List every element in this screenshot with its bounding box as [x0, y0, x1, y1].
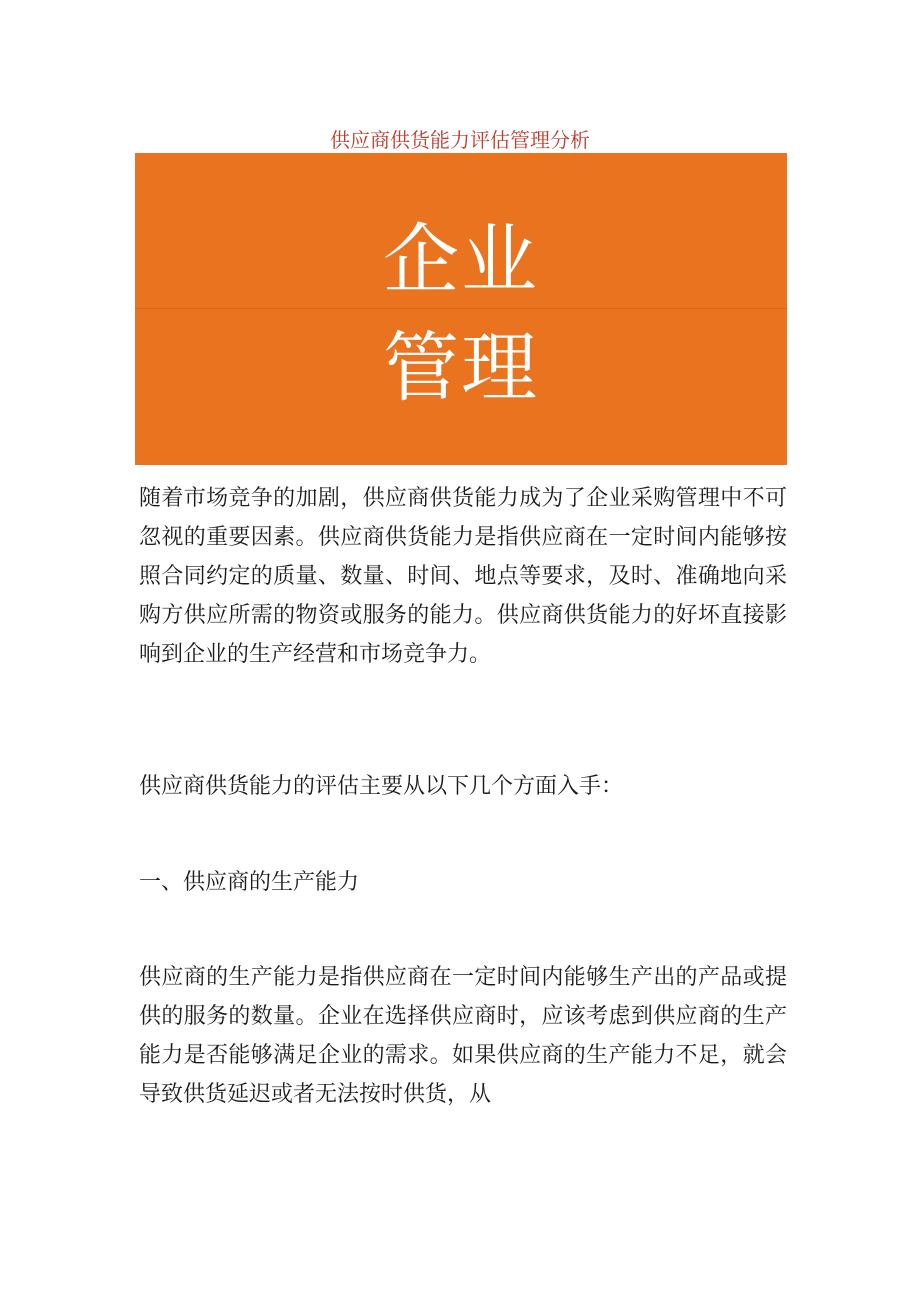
cover-banner [135, 153, 787, 465]
document-title: 供应商供货能力评估管理分析 [330, 128, 590, 152]
section-heading: 一、供应商的生产能力 [139, 870, 360, 895]
section-paragraph: 供应商的生产能力是指供应商在一定时间内能够生产出的产品或提供的服务的数量。企业在选择供应商时，应该考虑到供应商的生产能力是否能够满足企业的需求。如果供应商的生产能力不足，就会导致供货延迟或者无法按时供货，从 [139, 965, 787, 1107]
evaluation-lead-paragraph: 供应商供货能力的评估主要从以下几个方面入手： [139, 774, 624, 799]
banner-divider [135, 308, 787, 309]
banner-text-line-1: 企业 [383, 215, 539, 304]
intro-paragraph: 随着市场竞争的加剧，供应商供货能力成为了企业采购管理中不可忽视的重要因素。供应商供货能力是指供应商在一定时间内能够按照合同约定的质量、数量、时间、地点等要求，及时、准确地向采购方供应所需的物资或服务的能力。供应商供货能力的好坏直接影响到企业的生产经营和市场竞争力。 [139, 486, 787, 667]
banner-text-line-2: 管理 [383, 323, 539, 412]
